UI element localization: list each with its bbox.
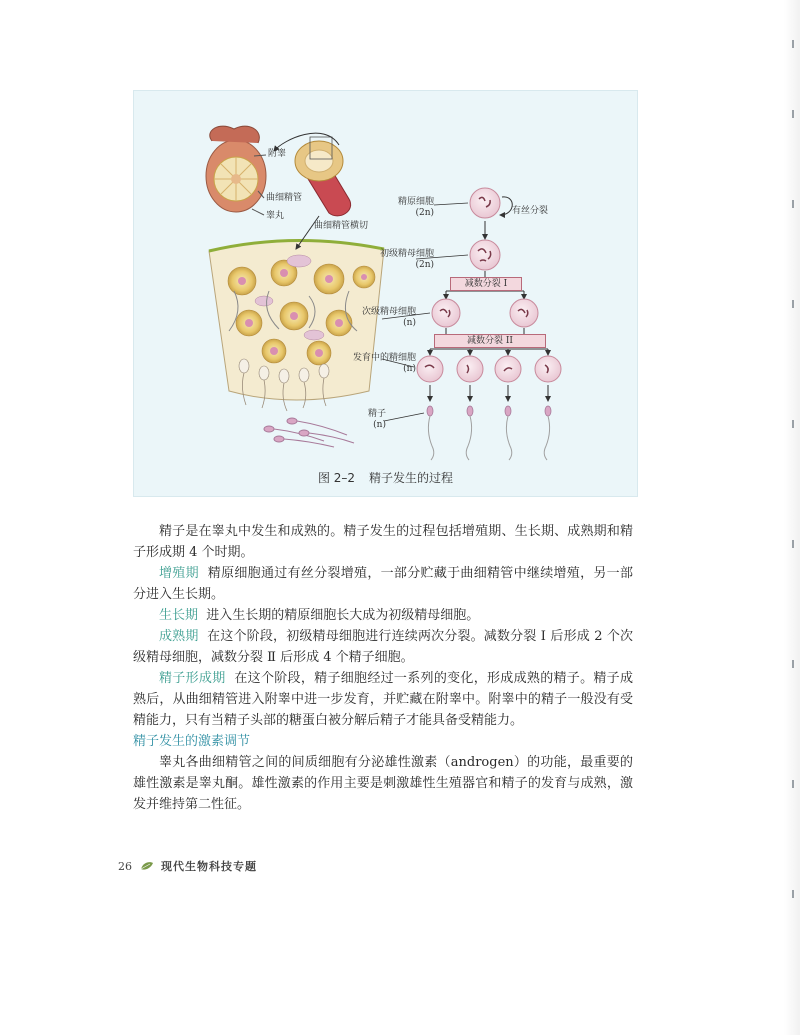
label-spermatogonium: 精原细胞 (2n) [397,197,434,218]
free-sperm-illustration [264,418,354,447]
body-text [133,521,633,815]
page-edge [784,0,800,1035]
label-epididymis: 附睾 [268,149,287,159]
figure-spermatogenesis [133,90,638,497]
stage-term: 生长期 [159,608,199,623]
section-heading: 精子发生的激素调节 [133,734,251,749]
label-primary-spermatocyte: 初级精母细胞 (2n) [379,249,434,270]
label-spermatid: 发育中的精细胞 (n) [352,353,416,374]
label-mitosis: 有丝分裂 [512,206,549,216]
label-meiosis-1: 减数分裂 I [450,277,522,291]
tubule-tissue-illustration [209,240,384,411]
stage-paragraph: 增殖期 精原细胞通过有丝分裂增殖，一部分贮藏于曲细精管中继续增殖，另一部分进入生长期。 [133,566,633,602]
hormone-paragraph: 睾丸各曲细精管之间的间质细胞有分泌雄性激素（androgen）的功能，最重要的雄性激素是睾丸酮。雄性激素的作用主要是刺激雄性生殖器官和精子的发育与成熟，激发并维持第二性征。 [133,755,633,812]
figure-title: 精子发生的过程 [369,471,454,485]
page-footer [118,858,257,874]
testis-illustration [206,126,266,215]
figure-caption [134,469,637,486]
stage-paragraph: 精子形成期 在这个阶段，精子细胞经过一系列的变化，形成成熟的精子。精子成熟后，从曲细精管进入附睾中进一步发育，并贮藏在附睾中。附睾中的精子一般没有受精能力，只有当精子头部的糖蛋白被分解后精子才能具备受精能力。 [133,671,633,728]
stage-term: 增殖期 [159,566,199,581]
label-secondary-spermatocyte: 次级精母细胞 (n) [361,307,416,328]
label-meiosis-2: 减数分裂 II [434,334,546,348]
label-sperm: 精子 (n) [367,409,386,430]
figure-illustration [134,91,637,496]
tubule-cross-section-illustration [295,137,351,216]
stage-term: 精子形成期 [159,671,226,686]
stage-paragraph: 生长期 进入生长期的精原细胞长大成为初级精母细胞。 [159,608,480,623]
stage-paragraph: 成熟期 在这个阶段，初级精母细胞进行连续两次分裂。减数分裂 Ⅰ 后形成 2 个次级精母细胞，减数分裂 Ⅱ 后形成 4 个精子细胞。 [133,629,634,665]
stage-term: 成熟期 [159,629,199,644]
intro-paragraph: 精子是在睾丸中发生和成熟的。精子发生的过程包括增殖期、生长期、成熟期和精子形成期 4 个时期。 [133,524,633,560]
page-number: 26 [118,860,132,873]
series-title: 现代生物科技专题 [161,860,257,873]
label-tubule-cross-section: 曲细精管横切 [314,221,369,231]
leaf-icon [140,861,154,874]
figure-number: 图 2–2 [317,471,356,485]
label-testis: 睾丸 [266,211,285,221]
label-seminiferous-tubule: 曲细精管 [266,193,303,203]
